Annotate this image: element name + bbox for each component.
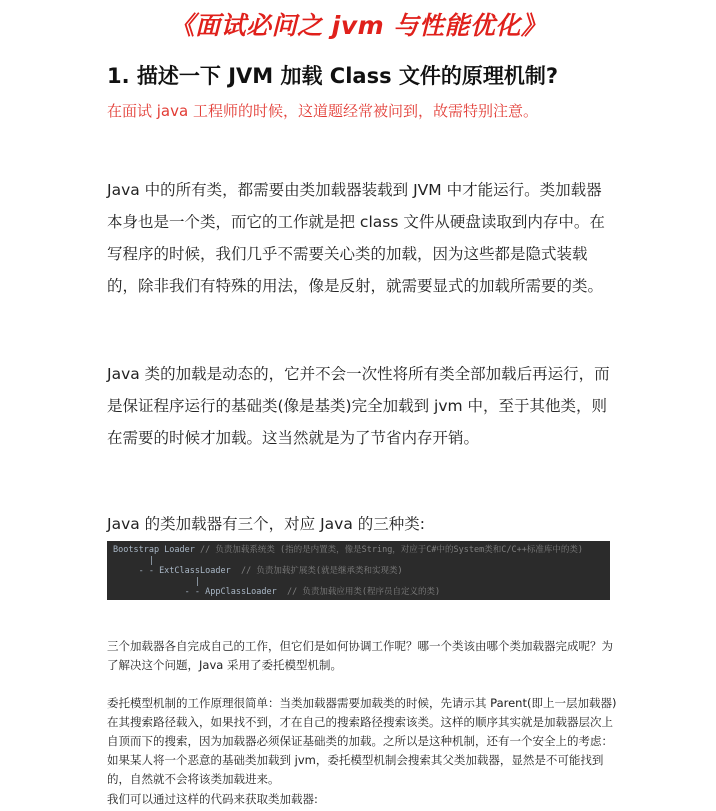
code-app-loader: - - AppClassLoader [184,587,277,597]
paragraph-dynamic-loading: Java 类的加载是动态的，它并不会一次性将所有类全部加载后再运行，而是保证程序运行的基础类(像是基类)完全加载到 jvm 中，至于其他类，则在需要的时候才加载。这当然就是为了节省内存开销。 [107,365,610,447]
code-block [107,541,610,600]
code-ext-loader: - - ExtClassLoader [138,566,231,576]
paragraph-get-loader: 我们可以通过这样的代码来获取类加载器: [107,792,318,806]
paragraph-delegation-model: 委托模型机制的工作原理很简单：当类加载器需要加载类的时候，先请示其 Parent(即上一层加载器)在其搜索路径载入，如果找不到，才在自己的搜索路径搜索该类。这样的顺序其实就是加载器层次上自顶而下的搜索，因为加载器必须保证基础类的加载。之所以是这种机制，还有一个安全上的考虑：如果某人将一个恶意的基础类加载到 jvm，委托模型机制会搜索其父类加载器，显然是不可能找到的，自然就不会将该类加载进来。 [107,696,617,786]
code-bootstrap-loader: Bootstrap Loader [113,545,195,555]
code-tree-line-2: | [194,576,201,587]
code-comment-app: // 负责加载应用类(程序员自定义的类) [287,587,441,597]
paragraph-coordination: 三个加载器各自完成自己的工作，但它们是如何协调工作呢？哪一个类该由哪个类加载器完成呢？为了解决这个问题，Java 采用了委托模型机制。 [107,639,613,672]
paragraph-three-loaders: Java 的类加载器有三个，对应 Java 的三种类: [107,515,425,533]
paragraph-class-loader-intro: Java 中的所有类，都需要由类加载器装载到 JVM 中才能运行。类加载器本身也是一个类，而它的工作就是把 class 文件从硬盘读取到内存中。在写程序的时候，我们几乎不需要关心类的加载，因为这些都是隐式装载的，除非我们有特殊的用法，像是反射，就需要显式的加载所需要的类。 [107,181,605,295]
document-title: 《面试必问之 jvm 与性能优化》 [169,11,547,40]
code-tree-line: | [148,555,154,566]
highlight-note: 在面试 java 工程师的时候，这道题经常被问到，故需特别注意。 [107,102,538,120]
code-comment-bootstrap: // 负责加载系统类 (指的是内置类，像是String，对应于C#中的System类和C/C++标准库中的类) [200,545,583,555]
section-heading: 1. 描述一下 JVM 加载 Class 文件的原理机制? [107,64,559,88]
code-comment-ext: // 负责加载扩展类(就是继承类和实现类) [240,566,403,576]
